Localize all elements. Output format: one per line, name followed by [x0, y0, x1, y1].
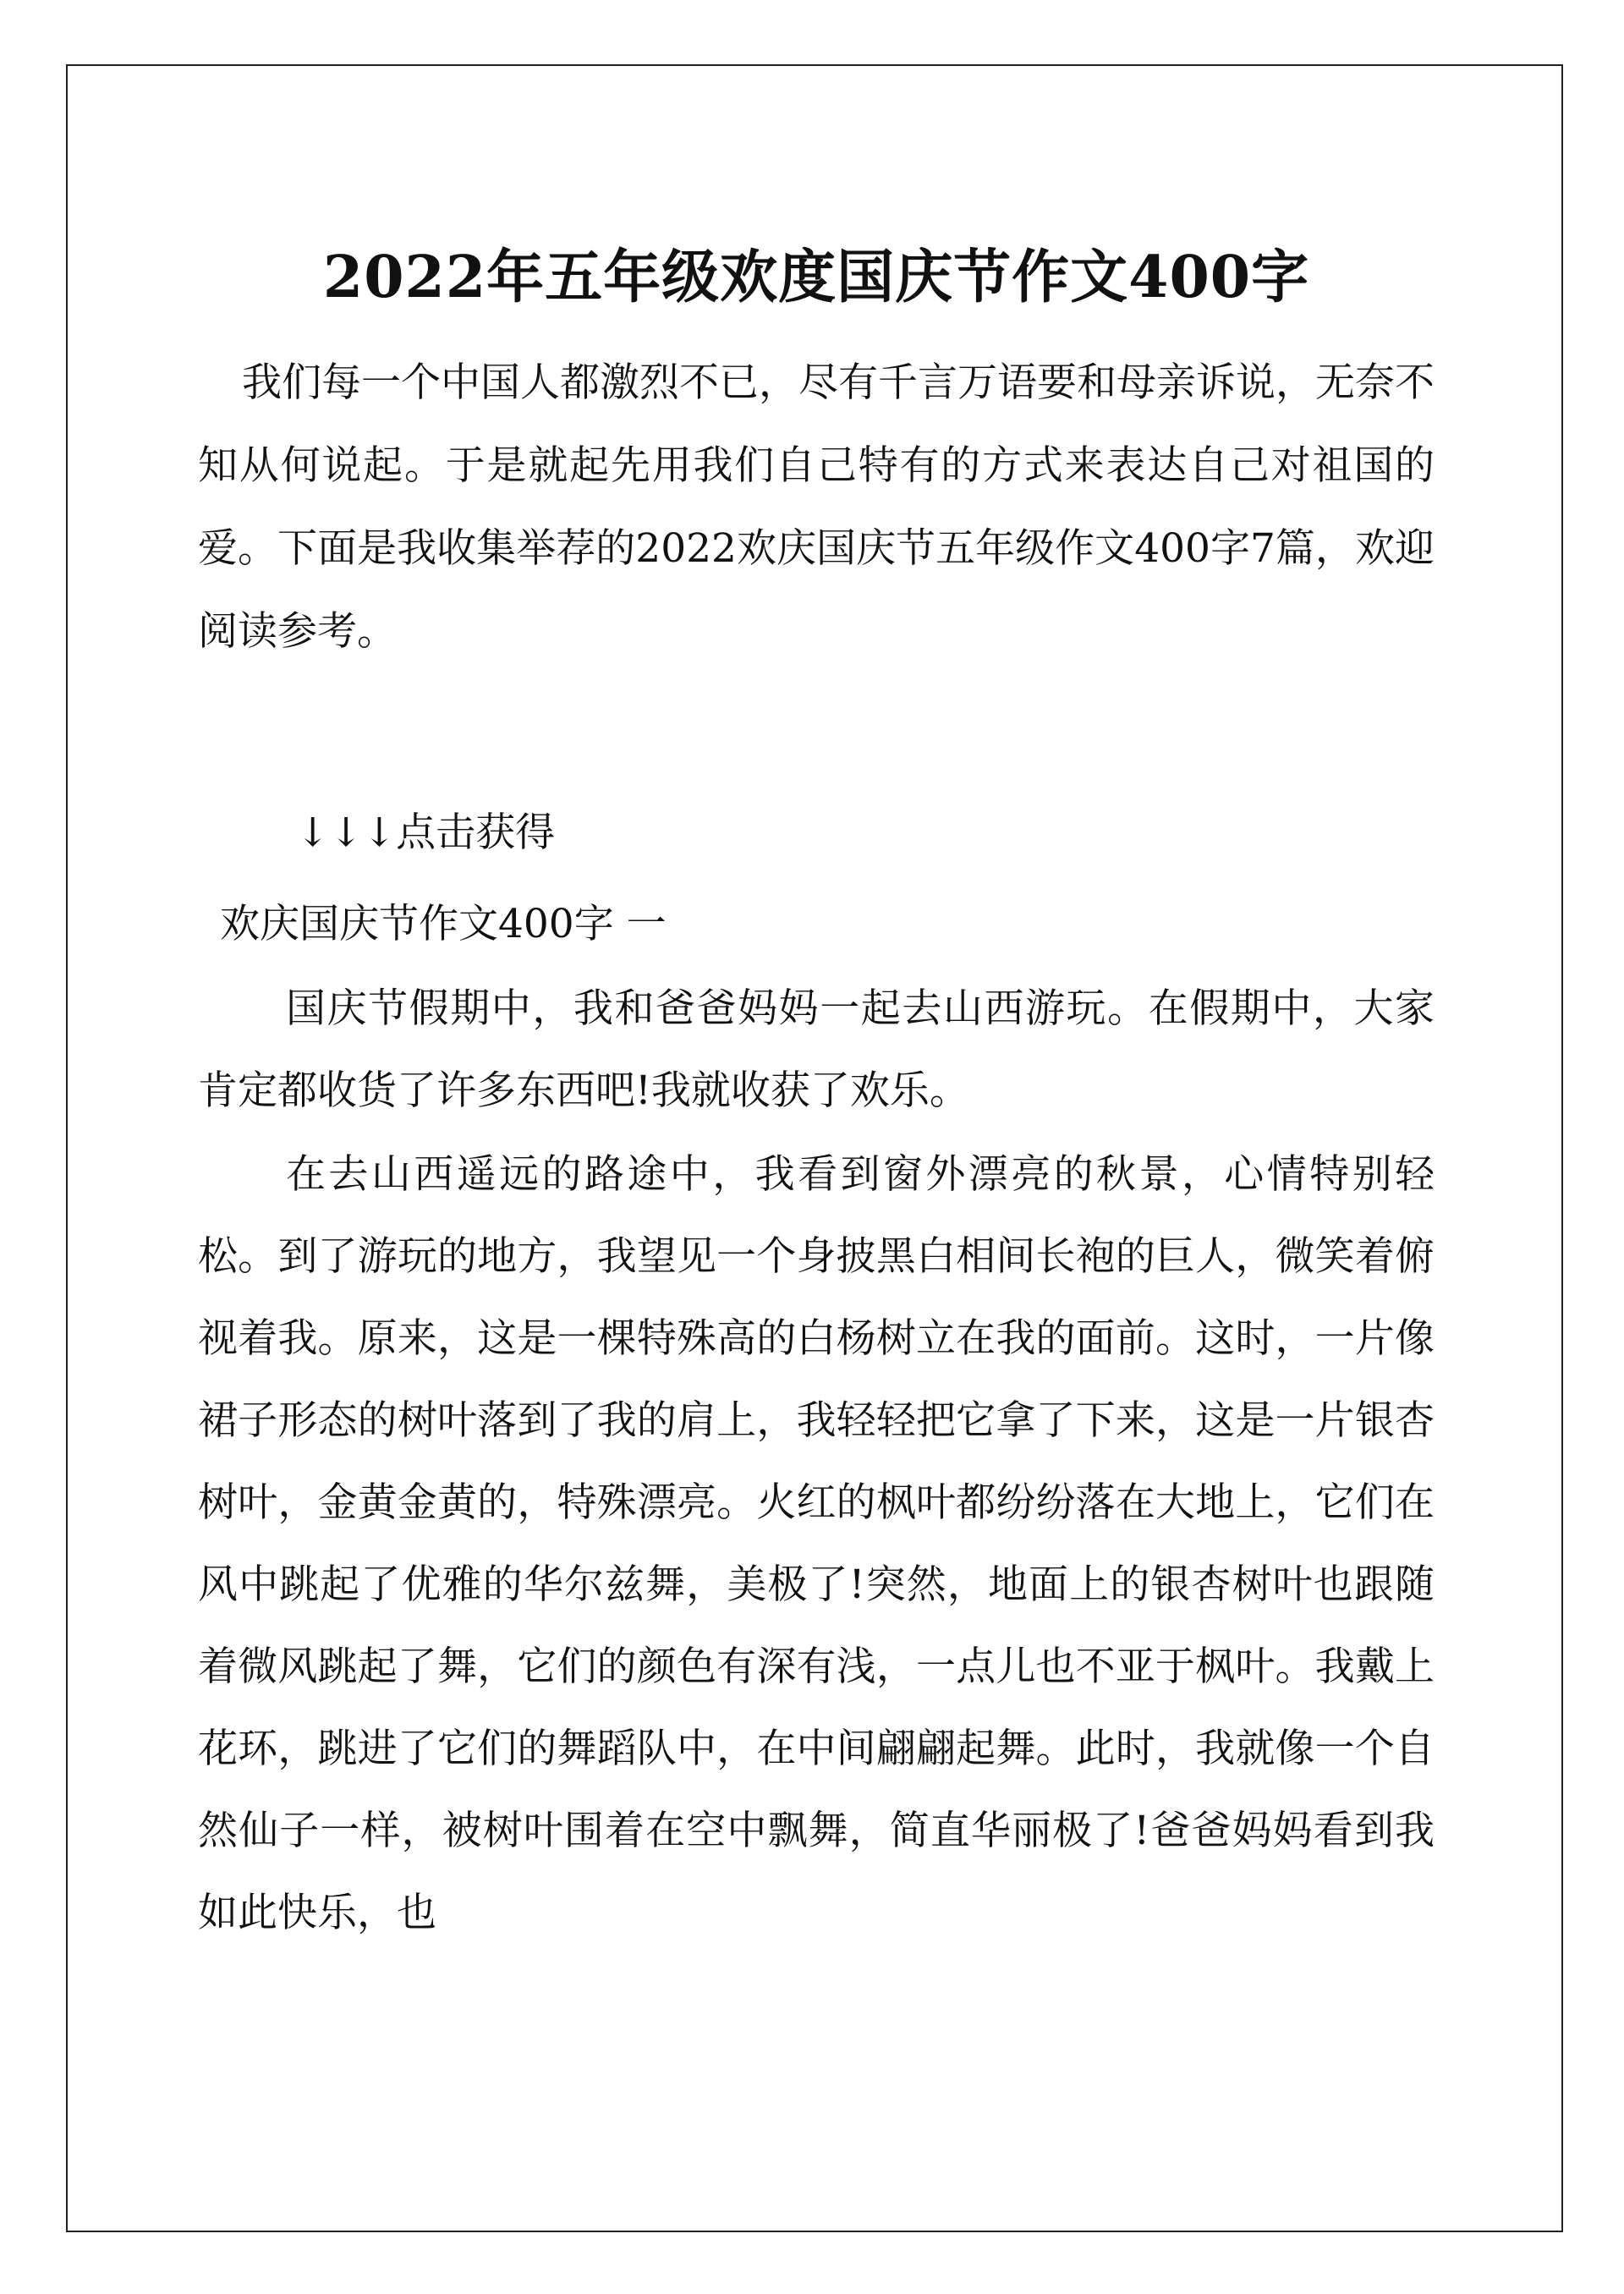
download-link[interactable]: ↓↓↓点击获得 — [296, 809, 556, 856]
document-title: 2022年五年级欢度国庆节作文400字 — [322, 243, 1310, 311]
body-paragraph: 在去山西遥远的路途中，我看到窗外漂亮的秋景，心情特别轻松。到了游玩的地方，我望见一个身披黑白相间长袍的巨人，微笑着俯视着我。原来，这是一棵特殊高的白杨树立在我的面前。这时，一片像裙子形态的树叶落到了我的肩上，我轻轻把它拿了下来，这是一片银杏树叶，金黄金黄的，特殊漂亮。火红的枫叶都纷纷落在大地上，它们在风中跳起了优雅的华尔兹舞，美极了!突然，地面上的银杏树叶也跟随着微风跳起了舞，它们的颜色有深有浅，一点儿也不亚于枫叶。我戴上花环，跳进了它们的舞蹈队中，在中间翩翩起舞。此时，我就像一个自然仙子一样，被树叶围着在空中飘舞，简直华丽极了!爸爸妈妈看到我如此快乐，也 — [198, 1151, 1435, 1936]
section-heading: 欢庆国庆节作文400字 一 — [220, 901, 667, 947]
body-paragraph: 国庆节假期中，我和爸爸妈妈一起去山西游玩。在假期中，大家肯定都收货了许多东西吧!我就收获了欢乐。 — [198, 985, 1435, 1114]
intro-paragraph: 我们每一个中国人都激烈不已，尽有千言万语要和母亲诉说，无奈不知从何说起。于是就起先用我们自己特有的方式来表达自己对祖国的爱。下面是我收集举荐的2022欢庆国庆节五年级作文400字7篇，欢迎阅读参考。 — [198, 359, 1435, 655]
